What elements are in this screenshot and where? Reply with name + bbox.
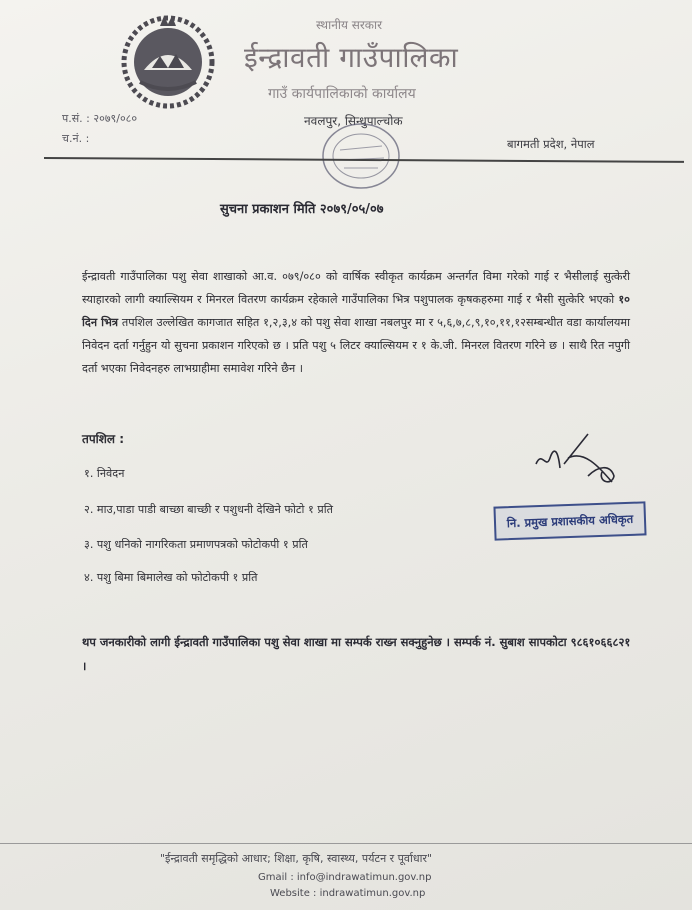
office-name: गाउँ कार्यपालिकाको कार्यालय	[268, 86, 416, 102]
signature-icon	[528, 430, 638, 500]
list-item: १. निवेदन	[84, 467, 125, 480]
footer-divider	[0, 843, 692, 844]
municipality-title: ईन्द्रावती गाउँपालिका	[244, 41, 459, 74]
notice-body-part1: ईन्द्रावती गाउँपालिका पशु सेवा शाखाको आ.व. ०७९/०८० को वार्षिक स्वीकृत कार्यक्रम अन्तर्गत विमा गरेको गाई र भैसीलाई सुत्केरी स्याहारको लागी क्याल्सियम र मिनरल वितरण कार्यक्रम रहेकाले गाउँपालिका भित्र पशुपालक कृषकहरुमा गाई र भैसी सुत्केरि भएको	[82, 270, 630, 306]
reference-number: प.सं. : २०७९/०८०	[62, 112, 138, 125]
notice-heading: सुचना प्रकाशन मिति २०७९/०५/०७	[220, 202, 384, 217]
footer-motto: "ईन्द्रावती समृद्धिको आधार; शिक्षा, कृषि, स्वास्थ्य, पर्यटन र पूर्वाधार"	[160, 852, 433, 865]
list-item: ४. पशु बिमा बिमालेख को फोटोकपी १ प्रति	[84, 571, 258, 584]
office-address: नवलपुर, सिन्धुपाल्चोक	[304, 114, 403, 128]
nepal-emblem-icon	[118, 12, 218, 112]
officer-seal: नि. प्रमुख प्रशासकीय अधिकृत	[493, 501, 646, 540]
notice-body-part2: तपशिल उल्लेखित कागजात सहित १,२,३,४ को पशु सेवा शाखा नबलपुर मा र ५,६,७,८,९,१०,११,१२सम्बन्धीत वडा कार्यालयमा निवेदन दर्ता गर्नुहुन यो सुचना प्रकाशन गरिएको छ । प्रति पशु ५ लिटर क्याल्सियम र १ के.जी. मिनरल वितरण गरिने छ । साथै रित नपुगी दर्ता भएका निवेदनहरु लाभग्राहीमा समावेश गरिने छैन ।	[82, 316, 630, 375]
notice-body	[82, 265, 630, 380]
list-item: २. माउ,पाडा पाडी बाच्छा बाच्छी र पशुधनी देखिने फोटो १ प्रति	[84, 503, 334, 516]
province-label: बागमती प्रदेश, नेपाल	[507, 137, 595, 151]
deadline-text: १० दिन भित्र	[82, 293, 630, 329]
contact-info: थप जनकारीको लागी ईन्द्रावती गाउँपालिका पशु सेवा शाखा मा सम्पर्क राख्न सक्नुहुनेछ । सम्पर्क नं. सुबाश सापकोटा ९८६१०६६८२१ ।	[82, 635, 631, 673]
footer-website: Website : indrawatimun.gov.np	[270, 888, 426, 899]
list-item: ३. पशु धनिको नागरिकता प्रमाणपत्रको फोटोकपी १ प्रति	[84, 538, 308, 551]
footer-email: Gmail : info@indrawatimun.gov.np	[258, 872, 432, 883]
dispatch-number: च.नं. :	[62, 132, 90, 145]
details-label: तपशिल :	[82, 432, 125, 446]
office-stamp-icon	[320, 120, 402, 192]
local-government-subtitle: स्थानीय सरकार	[316, 18, 382, 32]
